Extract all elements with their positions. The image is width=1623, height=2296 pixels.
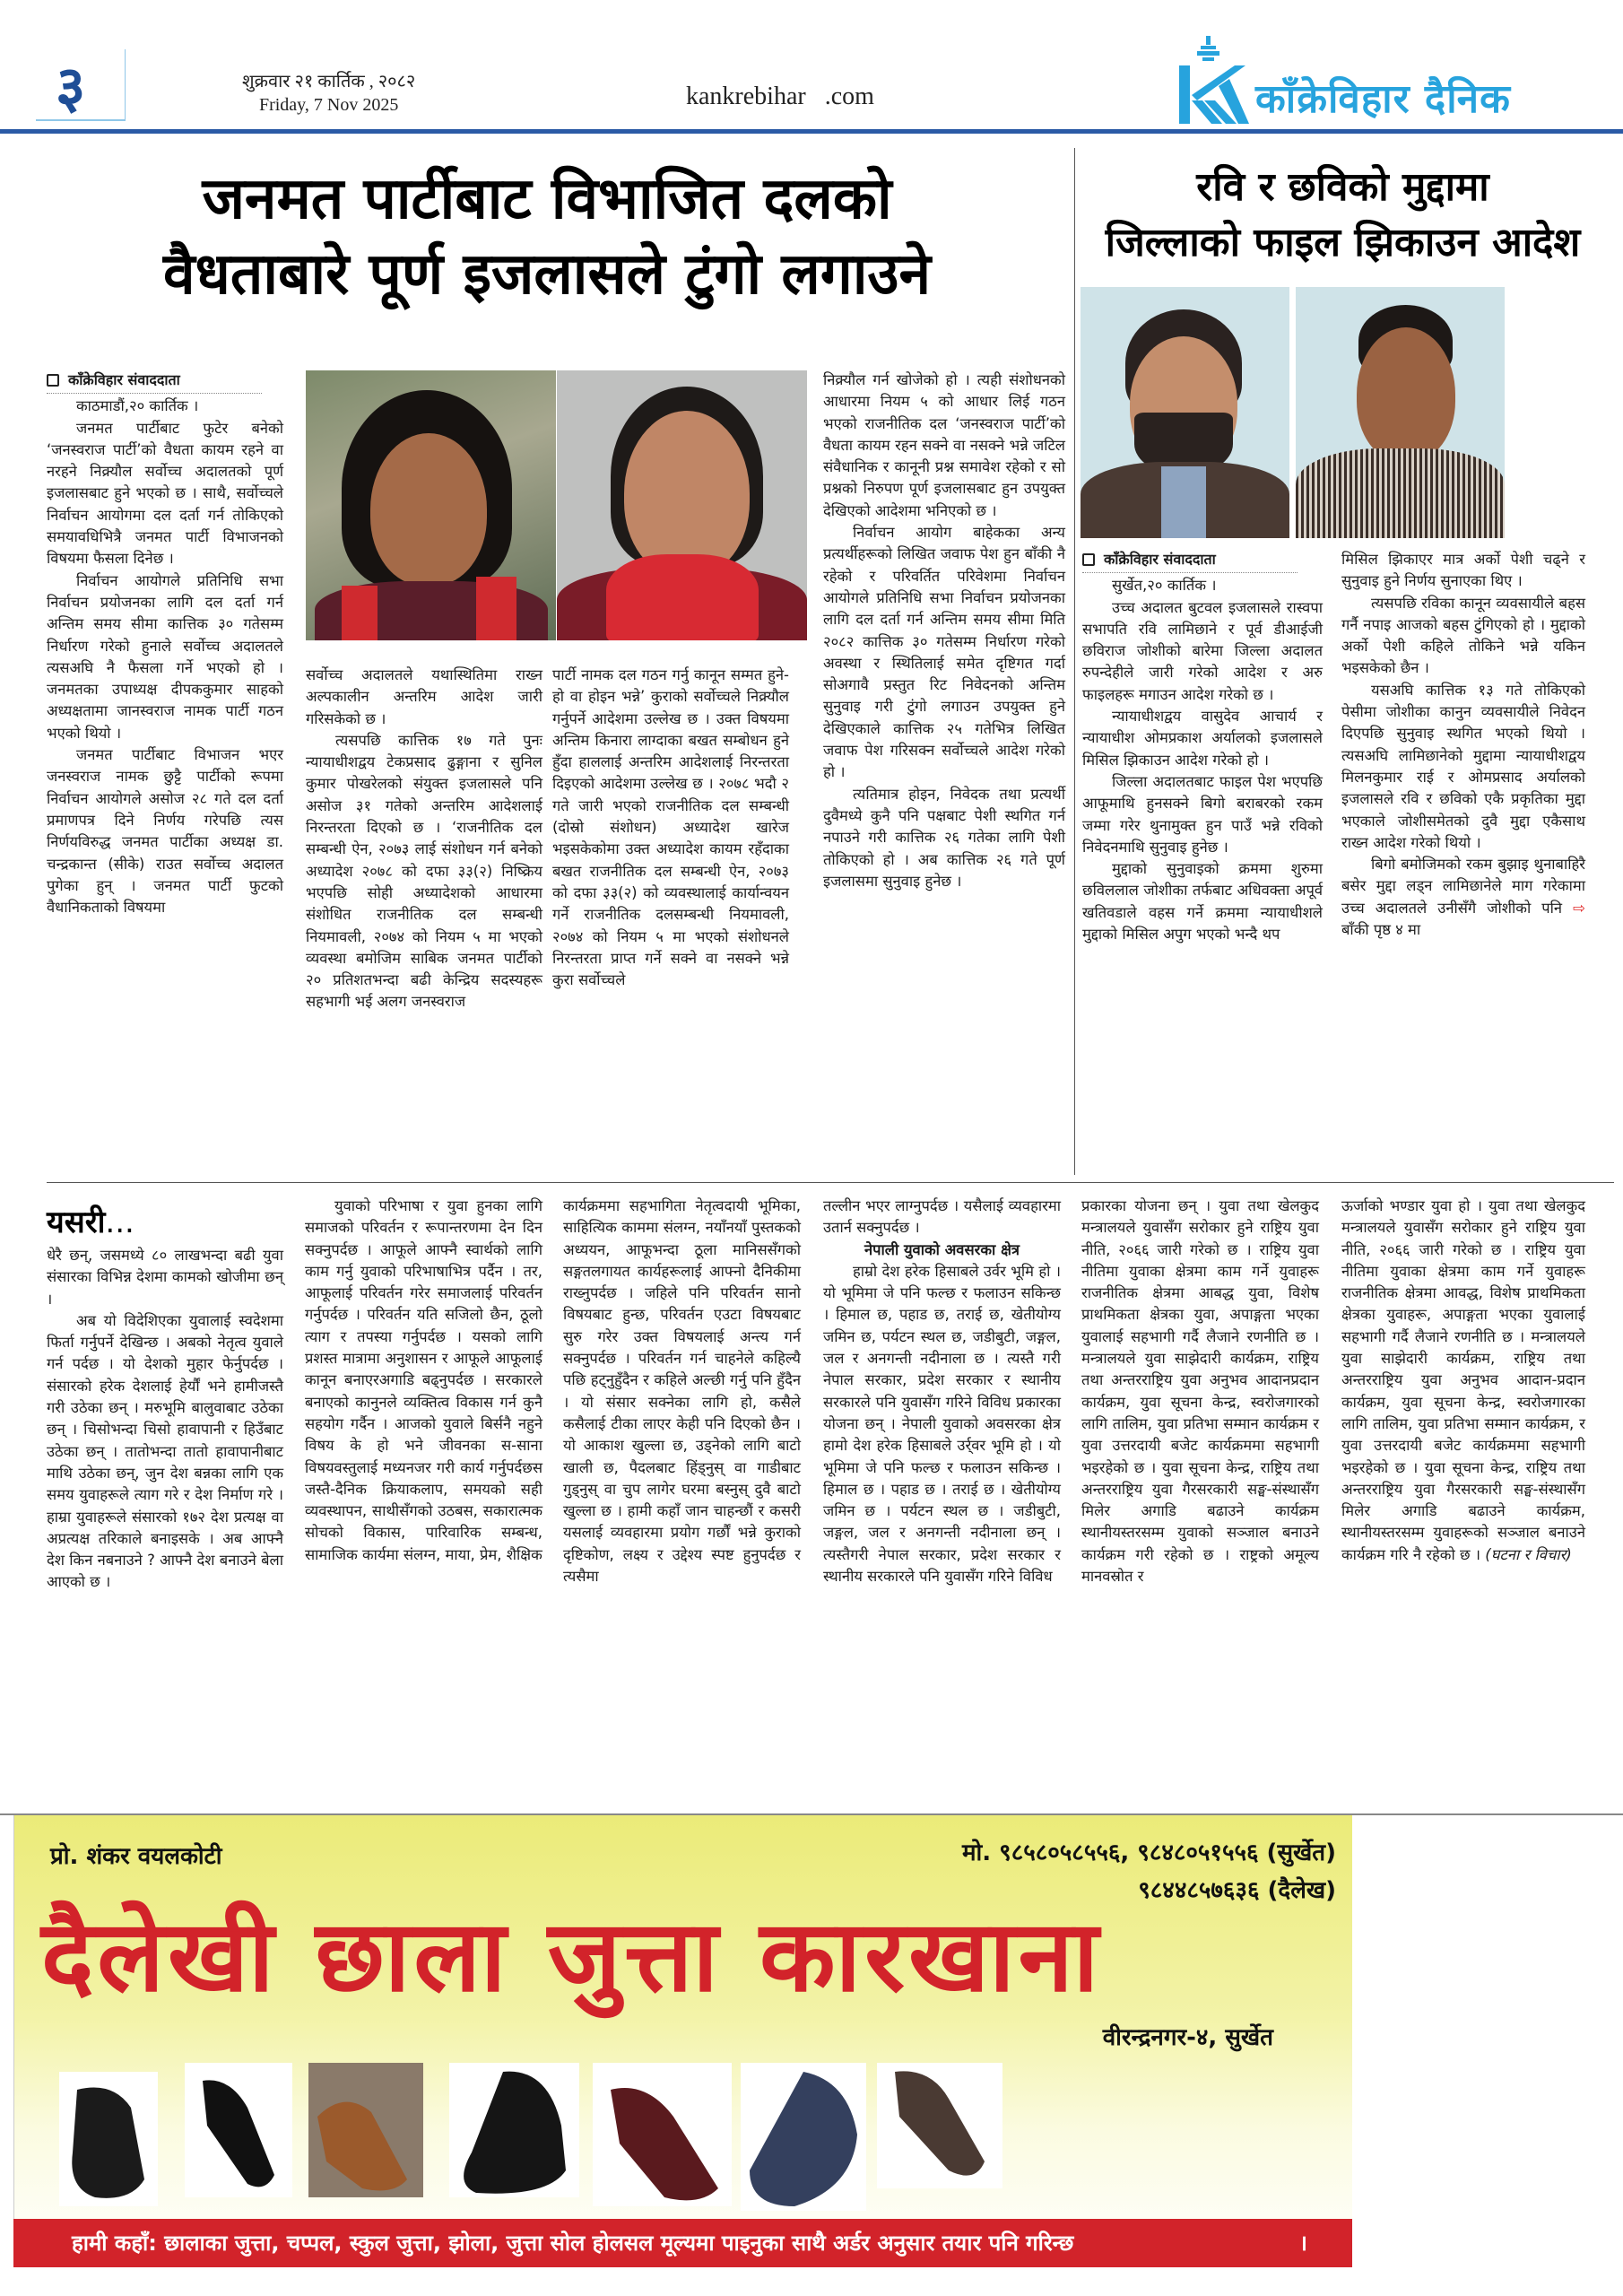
date-nepali: शुक्रवार २१ कार्तिक , २०८२ xyxy=(242,72,416,91)
ad-tagline-end: । xyxy=(1298,2231,1307,2256)
paragraph-text: धेरै छन्, जसमध्ये ८० लाखभन्दा बढी युवा संसारका विभिन्न देशमा कामको खोजीमा छन् । xyxy=(47,1247,283,1308)
photo-deepak-sah xyxy=(557,370,807,640)
side-headline-line-1: रवि र छविको मुद्दामा xyxy=(1196,164,1489,210)
page-number: ३ xyxy=(56,54,86,121)
photo-ck-raut xyxy=(306,370,556,640)
byline xyxy=(47,370,262,394)
series-column-3 xyxy=(563,1196,801,1587)
temple-k-logo-icon xyxy=(1170,34,1251,124)
lead-column-3 xyxy=(552,665,789,991)
issue-date xyxy=(242,70,415,117)
paragraph: निर्वाचन आयोगले प्रतिनिधि सभा निर्वाचन प्रयोजनका लागि दल दर्ता गर्न अन्तिम समय सीमा कात्तिक ३० गतेसम्म निर्धारण गरेको हुनाले सर्वोच्च अदालतले त्यसअघि नै फैसला गर्ने भएको हो । जनमतका उपाध्यक्ष दीपककुमार साहको अध्यक्षतामा जानस्वराज नामक पार्टी गठन भएको थियो । xyxy=(47,571,283,742)
paragraph-text: बिगो बमोजिमको रकम बुझाइ थुनाबाहिरै बसेर मुद्दा लड्न लामिछानेले माग गरेकामा उच्च अदालतले उनीसँगै जोशीको पनि xyxy=(1341,856,1585,917)
paragraph: यसअघि कात्तिक १३ गते तोकिएको पेसीमा जोशीका कानुन व्यवसायीले निवेदन दिएपछि सुनुवाइ स्थगित भएको थियो । त्यसअघि लामिछानेको मुद्दामा न्यायाधीशद्वय मिलनकुमार राई र ओमप्रसाद अर्यालको इजलासले रवि र छविको एकै प्रकृतिका मुद्दा भएकाले जोशीसमेतको दुवै मुद्दा एकैसाथ राख्न आदेश गरेको थियो । xyxy=(1341,681,1585,851)
continued-link[interactable]: बाँकी पृष्ठ ४ मा xyxy=(1341,921,1421,939)
series-column-1 xyxy=(47,1245,283,1594)
checkbox-bullet-icon xyxy=(1082,553,1095,566)
byline xyxy=(1082,549,1298,573)
paragraph: निक्र्यौल गर्न खोजेको हो । त्यही संशोधनको आधारमा नियम ५ को आधार लिई गठन भएको राजनीतिक दल ‘जनस्वराज पार्टी’को वैधता कायम रहन सक्ने वा नसक्ने भन्ने जटिल संवैधानिक र कानूनी प्रश्न समावेश रहेको र सो प्रश्नको निरुपण पूर्ण इजलासबाट हुन उपयुक्त देखिएको आदेशमा भनिएको छ । xyxy=(823,371,1065,519)
series-column-4 xyxy=(823,1196,1061,1587)
shoe-image-6 xyxy=(741,2063,866,2211)
column-divider xyxy=(1074,148,1075,1175)
paragraph: प्रकारका योजना छन् । युवा तथा खेलकुद मन्त्रालयले युवासँग सरोकार हुने राष्ट्रिय युवा नीति, २०६६ जारी गरेको छ । राष्ट्रिय युवा नीतिमा युवाका क्षेत्रमा काम गर्ने युवाहरू राजनीतिक क्षेत्रमा आबद्ध युवा, विशेष प्राथमिकता क्षेत्रका युवा, अपाङ्गता भएका युवालाई सहभागी गर्दै लैजाने रणनीति छ । मन्त्रालयले युवा साझेदारी कार्यक्रम, राष्ट्रिय तथा अन्तरराष्ट्रिय युवा अनुभव आदानप्रदान कार्यक्रम, युवा सूचना केन्द्र, स्वरोजगारको लागि तालिम, युवा प्रतिभा सम्मान कार्यक्रम र युवा उत्तरदायी बजेट कार्यक्रममा सहभागी भइरहेको छ । युवा सूचना केन्द्र, राष्ट्रिय तथा अन्तरराष्ट्रिय युवा गैरसरकारी सङ्घ-संस्थासँग मिलेर अगाडि बढाउने कार्यक्रम स्थानीयस्तरसम्म युवाको सञ्जाल बनाउने कार्यक्रम गरी रहेको छ । राष्ट्रको अमूल्य मानवस्रोत र xyxy=(1081,1197,1319,1586)
masthead-rule xyxy=(0,129,1623,134)
ad-tagline-strip xyxy=(13,2219,1352,2267)
paragraph: जनमत पार्टीबाट फुटेर बनेको ‘जनस्वराज पार्टी’को वैधता कायम रहने वा नरहने निक्र्यौल सर्वोच्च अदालतको पूर्ण इजलासबाट हुने भएको छ । साथै, सर्वोच्चले निर्वाचन आयोगमा दल दर्ता गर्न तोकिएको समयावधिभित्रै जनमत पार्टी विभाजनको विषयमा फैसला दिनेछ । xyxy=(47,419,283,568)
shoe-image-1 xyxy=(59,2072,158,2206)
shoe-image-3 xyxy=(308,2063,423,2197)
paragraph: पार्टी नामक दल गठन गर्नु कानून सम्मत हुने-हो वा होइन भन्ने’ कुराको सर्वोच्चले निक्र्यौल गर्नुपर्ने आदेशमा उल्लेख छ । उक्त विषयमा अन्तिम किनारा लाग्दाका बखत सम्बोधन हुने हुँदा हाललाई अन्तरिम आदेशलाई निरन्तरता दिइएको आदेशमा उल्लेख छ । २०७८ भदौ २ गते जारी भएको राजनीतिक दल सम्बन्धी (दोस्रो संशोधन) अध्यादेश खारेज भइसकेकोमा उक्त अध्यादेश कायम रहँदाका बखत राजनीतिक दल सम्बन्धी ऐन, २०७३ को दफा ३३(२) को व्यवस्थालाई कार्यान्वयन गर्ने राजनीतिक दलसम्बन्धी नियमावली, २०७४ को नियम ५ मा भएको संशोधनले निरन्तरता प्राप्त गर्ने सक्ने वा नसक्ने भन्ने कुरा सर्वोच्चले xyxy=(552,666,789,989)
paragraph xyxy=(1341,854,1585,941)
series-title-ellipsis: ... xyxy=(105,1205,135,1240)
byline-text: काँक्रेविहार संवाददाता xyxy=(1104,551,1216,568)
series-subheading: नेपाली युवाको अवसरका क्षेत्र xyxy=(864,1240,1020,1258)
paragraph xyxy=(1341,1196,1585,1566)
ad-business-name: दैलेखी छाला जुत्ता कारखाना xyxy=(41,1899,1103,2013)
shoe-image-7 xyxy=(877,2063,1002,2188)
series-title xyxy=(47,1200,135,1241)
ad-phone-surkhet: मो. ९८५८०५८५५६, ९८४८०५१५५६ (सुर्खेत) xyxy=(961,1839,1336,1866)
date-english: Friday, 7 Nov 2025 xyxy=(258,95,399,115)
dateline: सुर्खेत,२० कार्तिक । xyxy=(1112,577,1217,595)
ad-tagline: हामी कहाँ: छालाका जुत्ता, चप्पल, स्कुल जुत्ता, झोला, जुत्ता सोल होलसल मूल्यमा पाइनुका साथै अर्डर अनुसार तयार पनि गरिन्छ xyxy=(72,2231,1074,2256)
side-headline-line-2: जिल्लाको फाइल झिकाउन आदेश xyxy=(1105,220,1581,265)
ad-address: वीरन्द्रनगर-४, सुर्खेत xyxy=(1102,2024,1273,2051)
series-column-6 xyxy=(1341,1196,1585,1566)
shoe-image-4 xyxy=(449,2063,579,2197)
paragraph: हाम्रो देश हरेक हिसाबले उर्वर भूमि हो । यो भूमिमा जे पनि फल्छ र फलाउन सकिन्छ । हिमाल छ, पहाड छ, तराई छ, खेतीयोग्य जमिन छ, पर्यटन स्थल छ, जडीबुटी, जङ्गल, जल र अनगन्ती नदीनाला छ । त्यस्तै गरी नेपाल सरकार, प्रदेश सरकार र स्थानीय सरकारले पनि युवासँग गरिने विविध प्रकारका योजना छन् । नेपाली युवाको अवसरका क्षेत्र हामो देश हरेक हिसाबले उर्र्वर भूमि हो । यो भूमिमा जे पनि फल्छ र फलाउन सकिन्छ । हिमाल छ । पहाड छ । तराई छ । खेतीयोग्य जमिन छ । पर्यटन स्थल छ । जडीबुटी, जङ्गल, जल र अनगन्ती नदीनाला छन् । त्यस्तैगरी नेपाल सरकार, प्रदेश सरकार र स्थानीय सरकारले पनि युवासँग गरिने विविध xyxy=(823,1262,1061,1586)
series-column-2 xyxy=(305,1196,542,1566)
source-credit: (घटना र विचार) xyxy=(1485,1545,1572,1563)
shoe-factory-advertisement[interactable] xyxy=(13,1815,1352,2264)
shoe-image-5 xyxy=(593,2063,732,2206)
photo-rabi-lamichhane xyxy=(1081,287,1289,538)
paragraph: निर्वाचन आयोग बाहेकका अन्य प्रत्यर्थीहरूको लिखित जवाफ पेश हुन बाँकी नै रहेको र परिवर्तित परिवेशमा निर्वाचन आयोगले प्रतिनिधि सभा निर्वाचन प्रयोजनका लागि दल दर्ता गर्न अन्तिम समय सीमा मिति २०८२ कात्तिक ३० गतेसम्म निर्धारण गरेको अवस्था र स्थितिलाई समेत दृष्टिगत गर्दा सोअगावै प्रस्तुत रिट निवेदनको अन्तिम सुनुवाइ गरी टुंगो लगाउन उपयुक्त हुने देखिएकाले कात्तिक २५ गतेभित्र लिखित जवाफ पेश गरिसक्न सर्वोच्चले आदेश गरेको हो । xyxy=(823,524,1065,781)
side-column-2 xyxy=(1341,549,1585,941)
paragraph: मुद्दाको सुनुवाइको क्रममा शुरुमा छविललाल जोशीका तर्फबाट अधिवक्ता अपूर्व खतिवडाले वहस गर्ने क्रममा न्यायाधीशले मुद्दाको मिसिल अपुग भएको भन्दै थप xyxy=(1082,860,1323,944)
paragraph: तल्लीन भएर लाग्नुपर्दछ । यसैलाई व्यवहारमा उतार्न सक्नुपर्दछ । xyxy=(823,1197,1061,1237)
paragraph: अब यो विदेशिएका युवालाई स्वदेशमा फिर्ता गर्नुपर्ने देखिन्छ । अबको नेतृत्व युवाले गर्न पर्दछ । यो देशको मुहार फेर्नुपर्दछ । संसारको हरेक देशलाई हेर्यौं भने हामीजस्तै गरी उठेका छन् । मरुभूमि बालुवाबाट उठेका छन् । चिसोभन्दा चिसो हावापानी र हिउँबाट उठेका छन् । तातोभन्दा तातो हावापानीबाट माथि उठेका छन्, जुन देश बन्नका लागि एक समय युवाहरूले त्याग गरे र देश निर्माण गरे । हाम्रा युवाहरूले संसारको १७२ देश प्रत्यक्ष वा अप्रत्यक्ष तरिकाले बनाइसके । अब आफ्नै देश किन नबनाउने ? आफ्नै देश बनाउने बेला आएको छ । xyxy=(47,1311,283,1591)
ad-proprietor: प्रो. शंकर वयलकोटी xyxy=(50,1843,222,1870)
paragraph-text: ऊर्जाको भण्डार युवा हो । युवा तथा खेलकुद मन्त्रालयले युवासँग सरोकार हुने राष्ट्रिय युवा नीति, २०६६ जारी गरेको छ । राष्ट्रिय युवा नीतिमा युवाका क्षेत्रमा काम गर्ने युवाहरू राजनीतिक क्षेत्रमा आवद्ध, विशेष प्राथमिकता क्षेत्रका युवाहरू, अपाङ्गता भएका युवालाई सहभागी गर्दै लैजाने रणनीति छ । मन्त्रालयले युवा साझेदारी कार्यक्रम, राष्ट्रिय तथा अन्तरराष्ट्रिय युवा अनुभव आदान-प्रदान कार्यक्रम, युवा सूचना केन्द्र, स्वरोजगारका लागि तालिम, युवा प्रतिभा सम्मान कार्यक्रम, र युवा उत्तरदायी बजेट कार्यक्रममा सहभागी भइरहेको छ । युवा सूचना केन्द्र, राष्ट्रिय तथा अन्तरराष्ट्रिय युवा गैरसरकारी सङ्घ-संस्थासँग मिलेर अगाडि बढाउने कार्यक्रम, स्थानीयस्तरसम्म युवाहरूको सञ्जाल बनाउने कार्यक्रम गरि नै रहेको छ । xyxy=(1341,1197,1585,1563)
lead-column-4 xyxy=(823,370,1065,892)
shoe-image-2 xyxy=(185,2063,292,2197)
paragraph: त्यतिमात्र होइन, निवेदक तथा प्रत्यर्थी दुवैमध्ये कुनै पनि पक्षबाट पेशी स्थगित गर्न नपाउने गरी कात्तिक २६ गतेका लागि पेशी तोकिएको हो । अब कात्तिक २६ गते पूर्ण इजलासमा सुनुवाइ हुनेछ । xyxy=(823,785,1065,890)
website-link[interactable]: kankrebihar .com xyxy=(686,83,874,110)
side-column-1 xyxy=(1082,549,1323,945)
shoe-gallery xyxy=(59,2063,1332,2215)
paragraph: सर्वोच्च अदालतले यथास्थितिमा राख्न अल्पकालीन अन्तरिम आदेश जारी गरिसकेको छ । xyxy=(306,666,542,727)
masthead xyxy=(0,0,1623,135)
paragraph: जिल्ला अदालतबाट फाइल पेश भएपछि आफूमाथि हुनसक्ने बिगो बराबरको रकम जम्मा गरेर थुनामुक्त हुन पाउँ भन्ने रविको निवेदनमाथि सुनुवाइ हुनेछ । xyxy=(1082,772,1323,856)
logo-text: काँक्रेविहार दैनिक xyxy=(1255,76,1511,122)
paragraph: त्यसपछि रविका कानून व्यवसायीले बहस गर्नै नपाइ आजको बहस टुंगिएको हो । मुद्दाको अर्को पेशी कहिले तोकिने भन्ने यकिन भइसकेको छैन । xyxy=(1341,594,1585,677)
lead-headline-line-1: जनमत पार्टीबाट विभाजित दलको xyxy=(202,166,892,232)
paragraph: जनमत पार्टीबाट विभाजन भएर जनस्वराज नामक छुट्टै पार्टीको रूपमा निर्वाचन आयोगले असोज २८ गते दल दर्ता प्रमाणपत्र दिने निर्णय गरेपछि त्यस निर्णयविरुद्ध जनमत पार्टीका अध्यक्ष डा. चन्द्रकान्त (सीके) राउत सर्वोच्च अदालत पुगेका हुन् । जनमत पार्टी फुटको वैधानिकताको विषयमा xyxy=(47,746,283,917)
side-headline xyxy=(1081,160,1605,271)
paragraph xyxy=(47,1245,283,1310)
series-column-5 xyxy=(1081,1196,1319,1587)
dateline: काठमाडौं,२० कार्तिक । xyxy=(76,397,199,415)
paragraph: युवाको परिभाषा र युवा हुनका लागि समाजको परिवर्तन र रूपान्तरणमा देन दिन सक्नुपर्दछ । आफूले आफ्नै स्वार्थको लागि काम गर्नु युवाको परिभाषाभित्र पर्दैन । तर, आफूलाई परिवर्तन गरेर समाजलाई परिवर्तन गर्नुपर्दछ । परिवर्तन यति सजिलो छैन, ठूलो त्याग र तपस्या गर्नुपर्दछ । यसको लागि प्रशस्त मात्रामा अनुशासन र आफूले आफूलाई कानून बनाएरअगाडि बढ्नुपर्दछ । सरकारले बनाएको कानुनले व्यक्तित्व विकास गर्न कुनै सहयोग गर्दैन । आजको युवाले बिर्सनै नहुने विषय के हो भने जीवनका स-साना विषयवस्तुलाई मध्यनजर गरी कार्य गर्नुपर्दछस जस्तै-दैनिक क्रियाकलाप, समयको सही व्यवस्थापन, साथीसँगको उठबस, सकारात्मक सोचको विकास, पारिवारिक सम्बन्ध, सामाजिक कार्यमा संलग्न, माया, प्रेम, शैक्षिक xyxy=(305,1197,542,1563)
paragraph: मिसिल झिकाएर मात्र अर्को पेशी चढ्ने र सुनुवाइ हुने निर्णय सुनाएका थिए । xyxy=(1341,551,1585,590)
series-title-text: यसरी xyxy=(47,1205,106,1240)
photo-chhabi-joshi xyxy=(1296,287,1505,538)
byline-text: काँक्रेविहार संवाददाता xyxy=(68,371,180,388)
lead-headline xyxy=(36,161,1058,312)
paragraph: त्यसपछि कात्तिक १७ गते पुनः न्यायाधीशद्वय टेकप्रसाद ढुङ्गाना र सुनिल कुमार पोखरेलको संयुक्त इजलासले पनि असोज ३१ गतेको अन्तरिम आदेशलाई निरन्तरता दिएको छ । ‘राजनीतिक दल सम्बन्धी ऐन, २०७३ लाई संशोधन गर्न बनेको अध्यादेश २०७८ को दफा ३३(२) निष्क्रिय भएपछि सोही अध्यादेशको आधारमा संशोधित राजनीतिक दल सम्बन्धी नियमावली, २०७४ को नियम ५ मा भएको व्यवस्था बमोजिम साबिक जनमत पार्टीको २० प्रतिशतभन्दा बढी केन्द्रिय सदस्यहरू सहभागी भई अलग जनस्वराज xyxy=(306,731,542,1011)
section-divider xyxy=(47,1182,1614,1183)
paragraph: उच्च अदालत बुटवल इजलासले रास्वपा सभापति रवि लामिछाने र पूर्व डीआईजी छविराज जोशीको बारेमा जिल्ला अदालत रुपन्देहीले जारी गरेको आदेश र अरु फाइलहरू मगाउन आदेश गरेको छ । xyxy=(1082,598,1323,703)
ad-phone-dailekh: ९८४४८५७६३६ (दैलेख) xyxy=(1138,1877,1336,1904)
continued-arrow-icon: ⇨ xyxy=(1573,899,1585,917)
checkbox-bullet-icon xyxy=(47,374,59,387)
paragraph: न्यायाधीशद्वय वासुदेव आचार्य र न्यायाधीश ओमप्रकाश अर्यालको इजलासले मिसिल झिकाउन आदेश गरेको हो । xyxy=(1082,708,1323,769)
lead-headline-line-2: वैधताबारे पूर्ण इजलासले टुंगो लगाउने xyxy=(162,241,932,308)
lead-column-2 xyxy=(306,665,542,1013)
page-number-box xyxy=(36,49,126,121)
paragraph: कार्यक्रममा सहभागिता नेतृत्वदायी भूमिका, साहित्यिक काममा संलग्न, नयाँनयाँ पुस्तकको अध्ययन, आफूभन्दा ठूला मानिससँगको सङ्गतलगायत कार्यहरूलाई आफ्नो दैनिकीमा राख्नुपर्दछ । जहिले पनि परिवर्तन सानो विषयबाट हुन्छ, परिवर्तन एउटा विषयबाट सुरु गरेर उक्त विषयलाई अन्त्य गर्न सक्नुपर्दछ । परिवर्तन गर्न चाहनेले कहिल्यै पछि हट्नुहुँदैन र कहिले अल्छी गर्नु पनि हुँदैन । यो संसार सक्नेका लागि हो, कसैले कसैलाई टीका लाएर केही पनि दिएको छैन । यो आकाश खुल्ला छ, उड्नेको लागि बाटो खाली छ, पैदलबाट हिंड्नुस् वा गाडीबाट गुड्नुस् वा चुप लागेर घरमा बस्नुस् दुवै बाटो खुल्ला छ । हामी कहाँ जान चाहन्छौं र कसरी यसलाई व्यवहारमा प्रयोग गर्छौं भन्ने कुराको दृष्टिकोण, लक्ष्य र उद्देश्य स्पष्ट हुनुपर्दछ र त्यसैमा xyxy=(563,1197,801,1586)
lead-column-1 xyxy=(47,370,283,918)
newspaper-logo[interactable] xyxy=(1170,34,1601,124)
